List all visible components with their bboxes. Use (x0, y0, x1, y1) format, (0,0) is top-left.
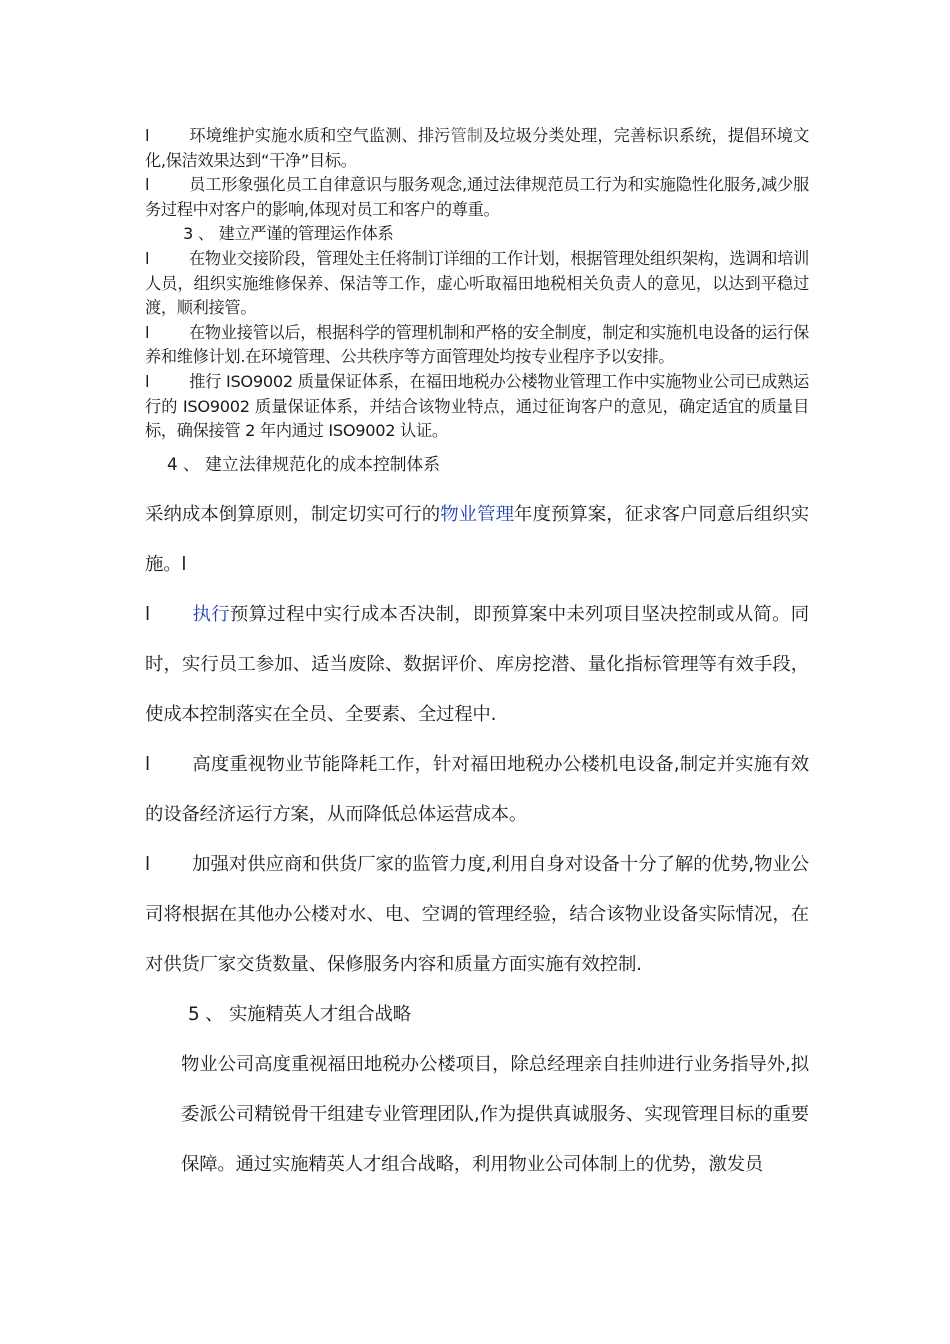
paragraph-text: 在物业交接阶段，管理处主任将制订详细的工作计划，根据管理处组织架构，选调和培训人员，组织实施维修保养、保洁等工作，虚心听取福田地税相关负责人的意见，以达到平稳过渡，顺利接管。 (145, 248, 809, 318)
property-management-link[interactable]: 物业管理 (440, 503, 515, 525)
bullet-marker: l (145, 603, 150, 625)
section-heading-5: 5 、 实施精英人才组合战略 (188, 1003, 411, 1025)
section-heading-4: 4 、 建立法律规范化的成本控制体系 (167, 453, 441, 474)
paragraph-budget-control (145, 590, 809, 740)
bullet-marker: l (145, 322, 150, 342)
section-heading-3: 3 、 建立严谨的管理运作体系 (183, 224, 394, 244)
bullet-marker: l (145, 753, 150, 775)
paragraph-elite-talent: 物业公司高度重视福田地税办公楼项目，除总经理亲自挂帅进行业务指导外,拟委派公司精锐骨干组建专业管理团队,作为提供真诚服务、实现管理目标的重要保障。通过实施精英人才组合战略，利用物业公司体制上的优势，激发员 (181, 1053, 809, 1175)
paragraph-text: 年度预算案，征求客户同意后组织实施。l (145, 503, 809, 575)
paragraph-energy-saving (145, 740, 809, 840)
paragraph-text: 及垃圾分类处理，完善标识系统，提倡环境文化,保洁效果达到“干净”目标。 (145, 126, 810, 170)
paragraph-text: 预算过程中实行成本否决制，即预算案中未列项目坚决控制或从简。同时，实行员工参加、适当废除、数据评价、库房挖潜、量化指标管理等有效手段，使成本控制落实在全员、全要素、全过程中. (145, 603, 809, 725)
execute-link[interactable]: 执行 (192, 603, 230, 625)
paragraph-takeover (145, 321, 809, 370)
paragraph-text-gray: 管制 (450, 126, 484, 145)
bullet-marker: l (145, 248, 150, 268)
bullet-marker: l (145, 853, 150, 875)
paragraph-environment (145, 124, 809, 173)
bullet-marker: l (145, 175, 150, 195)
paragraph-supplier-control (145, 840, 809, 990)
paragraph-iso9002 (145, 370, 809, 444)
document-page (145, 124, 809, 1190)
paragraph-text: 采纳成本倒算原则，制定切实可行的 (145, 503, 441, 525)
paragraph-text: 环境维护实施水质和空气监测、排污 (189, 126, 451, 145)
bullet-marker: l (145, 126, 150, 145)
bullet-marker: l (145, 371, 150, 391)
paragraph-staff-image (145, 173, 809, 222)
paragraph-handover (145, 247, 809, 321)
paragraph-text: 员工形象强化员工自律意识与服务观念,通过法律规范员工行为和实施隐性化服务,减少服务过程中对客户的影响,体现对员工和客户的尊重。 (145, 175, 809, 219)
paragraph-cost-intro (145, 490, 809, 590)
paragraph-text: 在物业接管以后，根据科学的管理机制和严格的安全制度，制定和实施机电设备的运行保养和维修计划.在环境管理、公共秩序等方面管理处均按专业程序予以安排。 (145, 322, 809, 367)
paragraph-text: 推行 ISO9002 质量保证体系，在福田地税办公楼物业管理工作中实施物业公司已成熟运行的 ISO9002 质量保证体系，并结合该物业特点，通过征询客户的意见，确定适宜的质量目标，确保接管 2 年内通过 ISO9002 认证。 (145, 371, 809, 441)
paragraph-text: 加强对供应商和供货厂家的监管力度,利用自身对设备十分了解的优势,物业公司将根据在其他办公楼对水、电、空调的管理经验，结合该物业设备实际情况，在对供货厂家交货数量、保修服务内容和质量方面实施有效控制. (145, 853, 809, 975)
paragraph-text: 高度重视物业节能降耗工作，针对福田地税办公楼机电设备,制定并实施有效的设备经济运行方案，从而降低总体运营成本。 (145, 753, 809, 825)
